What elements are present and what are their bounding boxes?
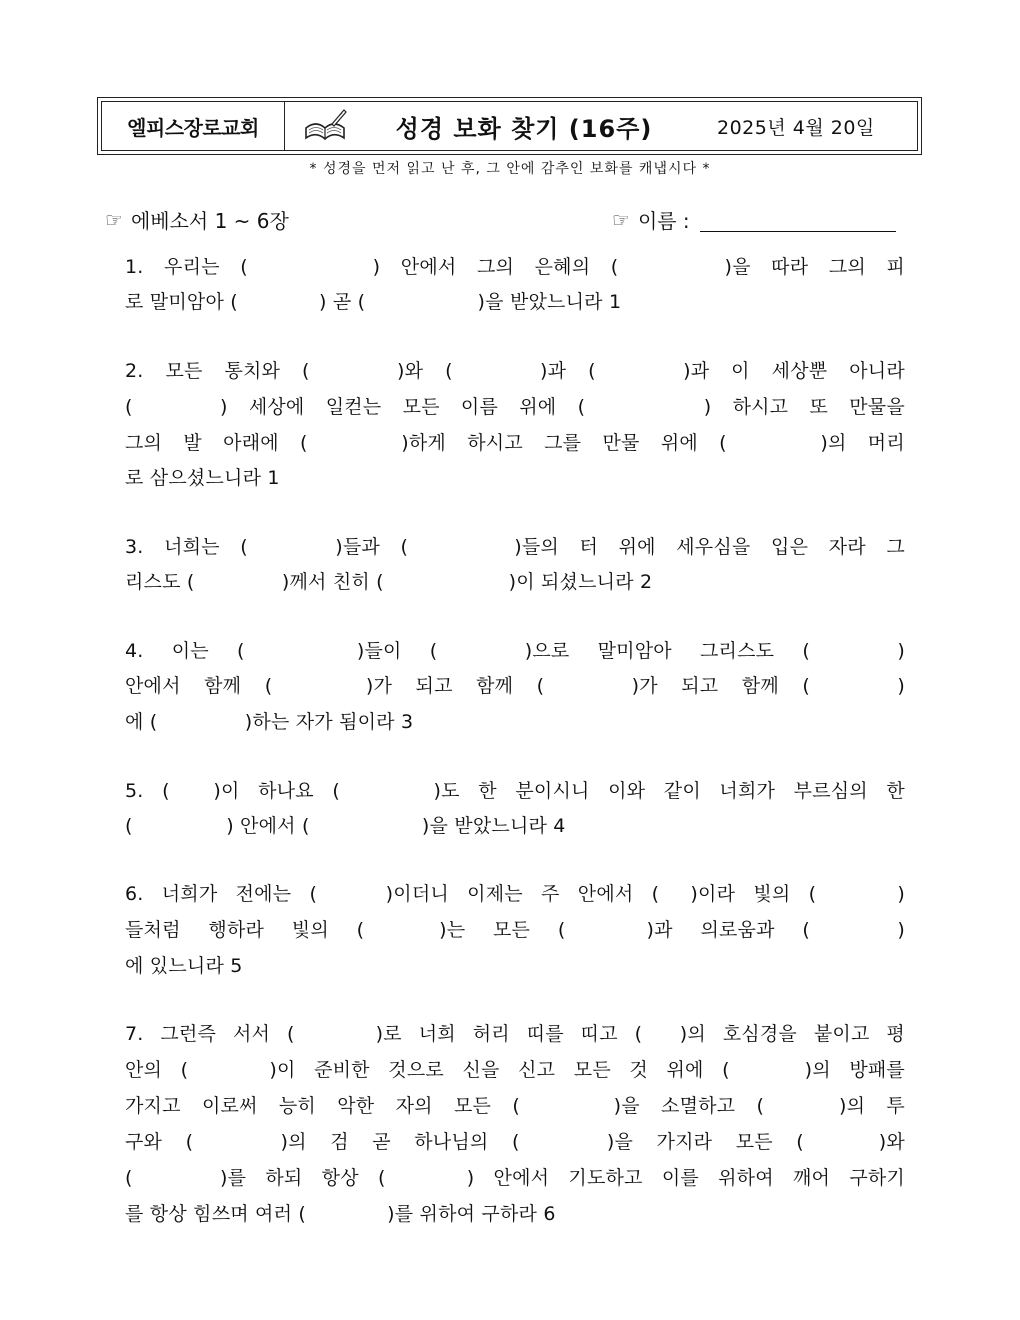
book-label: 에베소서 1 ~ 6장 — [130, 209, 289, 233]
date: 2025년 4월 20일 — [717, 116, 875, 139]
question-line: 7. 그런즉 서서 ( )로 너희 허리 띠를 띠고 ( )의 호심경을 붙이고 평 — [125, 1023, 905, 1045]
book-range — [105, 205, 289, 234]
instruction-subtitle: * 성경을 먼저 읽고 난 후, 그 안에 감추인 보화를 캐냅시다 * — [309, 161, 711, 177]
question-line: 로 삼으셨느니라 1 — [125, 467, 280, 489]
pointing-hand-icon: ☞ — [105, 207, 123, 232]
question-line: ( ) 안에서 ( )을 받았느니라 4 — [125, 815, 566, 837]
name-input-line[interactable] — [700, 207, 896, 232]
open-book-quill-icon — [299, 106, 351, 146]
question-line: 1. 우리는 ( ) 안에서 그의 은혜의 ( )을 따라 그의 피 — [125, 256, 905, 278]
question-line: 들처럼 행하라 빛의 ( )는 모든 ( )과 의로움과 ( ) — [125, 919, 905, 941]
question-line: 로 말미암아 ( ) 곧 ( )을 받았느니라 1 — [125, 291, 622, 313]
church-name: 엘피스장로교회 — [102, 102, 285, 150]
question-line: 구와 ( )의 검 곧 하나님의 ( )을 가지라 모든 ( )와 — [125, 1131, 905, 1153]
question-line: 를 항상 힘쓰며 여러 ( )를 위하여 구하라 6 — [125, 1203, 556, 1225]
question-line: 리스도 ( )께서 친히 ( )이 되셨느니라 2 — [125, 571, 653, 593]
pointing-hand-icon: ☞ — [612, 207, 630, 232]
question-line: 에 있느니라 5 — [125, 955, 243, 977]
question-line: 안에서 함께 ( )가 되고 함께 ( )가 되고 함께 ( ) — [125, 675, 905, 697]
question-line: 2. 모든 통치와 ( )와 ( )과 ( )과 이 세상뿐 아니라 — [125, 360, 905, 382]
question-line: 가지고 이로써 능히 악한 자의 모든 ( )을 소멸하고 ( )의 투 — [125, 1095, 905, 1117]
header-inner — [101, 101, 918, 151]
question-line: 안의 ( )이 준비한 것으로 신을 신고 모든 것 위에 ( )의 방패를 — [125, 1059, 905, 1081]
name-label: 이름 : — [637, 209, 690, 233]
question-line: 3. 너희는 ( )들과 ( )들의 터 위에 세우심을 입은 자라 그 — [125, 536, 905, 558]
question-line: 에 ( )하는 자가 됨이라 3 — [125, 711, 414, 733]
question-line: ( )를 하되 항상 ( ) 안에서 기도하고 이를 위하여 깨어 구하기 — [125, 1167, 905, 1189]
page-title: 성경 보화 찾기 (16주) — [395, 114, 653, 143]
question-line: 5. ( )이 하나요 ( )도 한 분이시니 이와 같이 너희가 부르심의 한 — [125, 780, 905, 802]
question-line: 6. 너희가 전에는 ( )이더니 이제는 주 안에서 ( )이라 빛의 ( ) — [125, 883, 905, 905]
question-line: ( ) 세상에 일컫는 모든 이름 위에 ( ) 하시고 또 만물을 — [125, 396, 905, 418]
header-box — [97, 97, 922, 155]
question-line: 4. 이는 ( )들이 ( )으로 말미암아 그리스도 ( ) — [125, 640, 905, 662]
question-line: 그의 발 아래에 ( )하게 하시고 그를 만물 위에 ( )의 머리 — [125, 432, 905, 454]
name-field — [612, 205, 896, 234]
